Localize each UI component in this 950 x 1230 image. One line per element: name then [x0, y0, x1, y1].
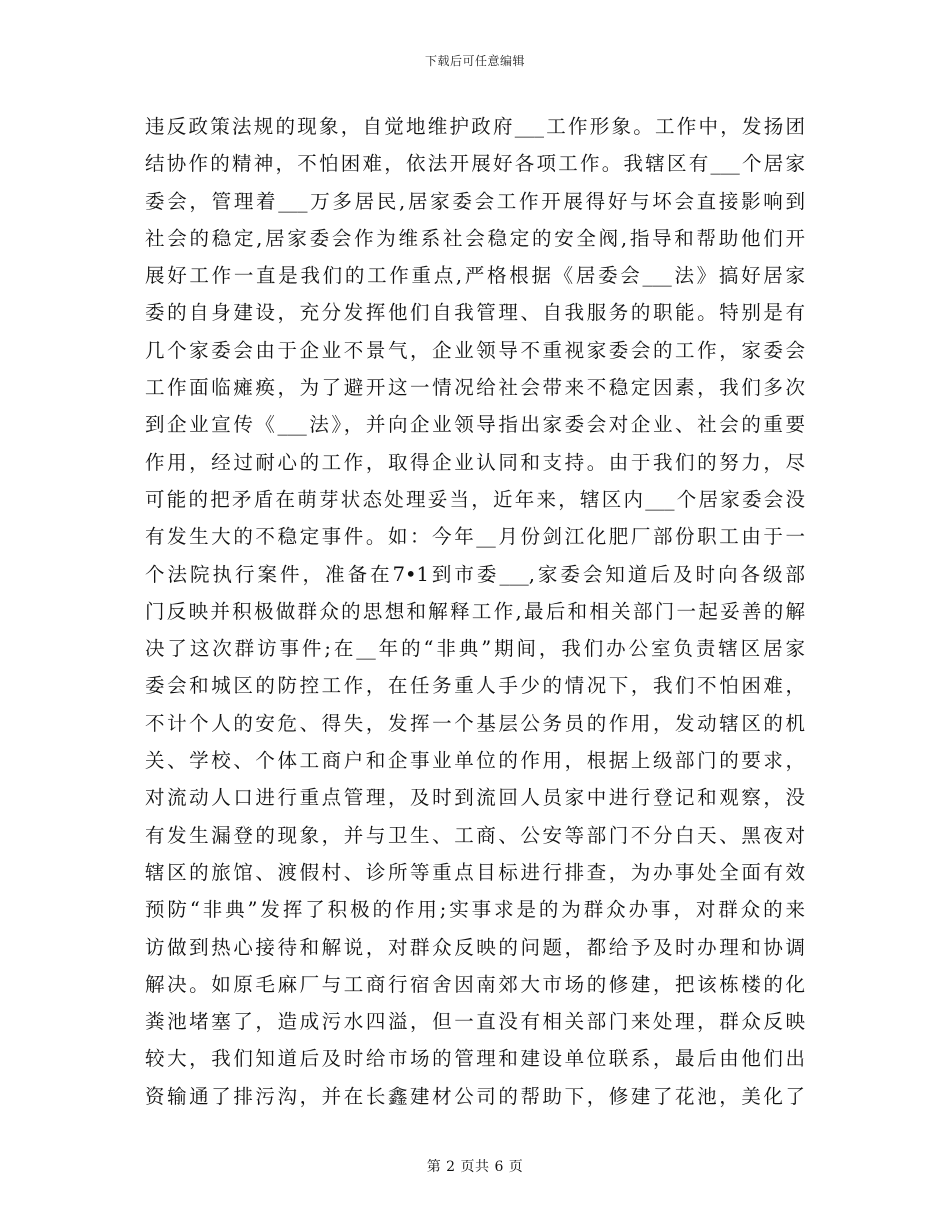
text-line: 违反政策法规的现象，自觉地维护政府___工作形象。工作中，发扬团 [145, 115, 805, 138]
text-line: 资输通了排污沟，并在长鑫建材公司的帮助下，修建了花池，美化了 [145, 1084, 805, 1108]
text-line: 访做到热心接待和解说，对群众反映的问题，都给予及时办理和协调 [145, 935, 805, 959]
text-line: 可能的把矛盾在萌芽状态处理妥当，近年来，辖区内___个居家委会没 [145, 487, 805, 511]
text-line: 委会和城区的防控工作，在任务重人手少的情况下，我们不怕困难， [145, 674, 805, 698]
text-line: 委的自身建设，充分发挥他们自我管理、自我服务的职能。特别是有 [145, 301, 805, 325]
text-line: 社会的稳定,居家委会作为维系社会稳定的安全阀,指导和帮助他们开 [145, 226, 805, 250]
text-line: 对流动人口进行重点管理，及时到流回人员家中进行登记和观察，没 [145, 786, 805, 810]
text-line: 关、学校、个体工商户和企事业单位的作用，根据上级部门的要求， [145, 749, 805, 773]
text-line: 辖区的旅馆、渡假村、诊所等重点目标进行排查，为办事处全面有效 [145, 860, 805, 884]
text-line: 预防“非典”发挥了积极的作用;实事求是的为群众办事，对群众的来 [145, 898, 805, 922]
text-line: 有发生漏登的现象，并与卫生、工商、公安等部门不分白天、黑夜对 [145, 823, 805, 847]
text-line: 工作面临瘫痪，为了避开这一情况给社会带来不稳定因素，我们多次 [145, 376, 805, 400]
text-line: 展好工作一直是我们的工作重点,严格根据《居委会___法》搞好居家 [145, 264, 805, 288]
text-line: 门反映并积极做群众的思想和解释工作,最后和相关部门一起妥善的解 [145, 599, 805, 623]
text-line: 较大，我们知道后及时给市场的管理和建设单位联系，最后由他们出 [145, 1047, 805, 1071]
body-text [145, 108, 805, 1115]
page-footer: 第 2 页共 6 页 [426, 1159, 524, 1175]
text-line: 到企业宣传《___法》，并向企业领导指出家委会对企业、社会的重要 [145, 413, 805, 437]
text-line: 作用，经过耐心的工作，取得企业认同和支持。由于我们的努力，尽 [145, 450, 805, 474]
text-line: 解决。如原毛麻厂与工商行宿舍因南郊大市场的修建，把该栋楼的化 [145, 972, 805, 996]
text-line: 委会，管理着___万多居民,居家委会工作开展得好与坏会直接影响到 [145, 189, 805, 213]
text-line: 几个家委会由于企业不景气，企业领导不重视家委会的工作，家委会 [145, 338, 805, 362]
text-line: 不计个人的安危、得失，发挥一个基层公务员的作用，发动辖区的机 [145, 711, 805, 735]
text-line: 决了这次群访事件;在__年的“非典”期间，我们办公室负责辖区居家 [145, 637, 805, 661]
text-line: 有发生大的不稳定事件。如：今年__月份剑江化肥厂部份职工由于一 [145, 525, 805, 549]
text-line: 粪池堵塞了，造成污水四溢，但一直没有相关部门来处理，群众反映 [145, 1010, 805, 1034]
text-line: 结协作的精神，不怕困难，依法开展好各项工作。我辖区有___个居家 [145, 152, 805, 176]
text-line: 个法院执行案件，准备在7•1到市委___,家委会知道后及时向各级部 [145, 562, 805, 586]
page-header: 下载后可任意编辑 [424, 54, 525, 68]
